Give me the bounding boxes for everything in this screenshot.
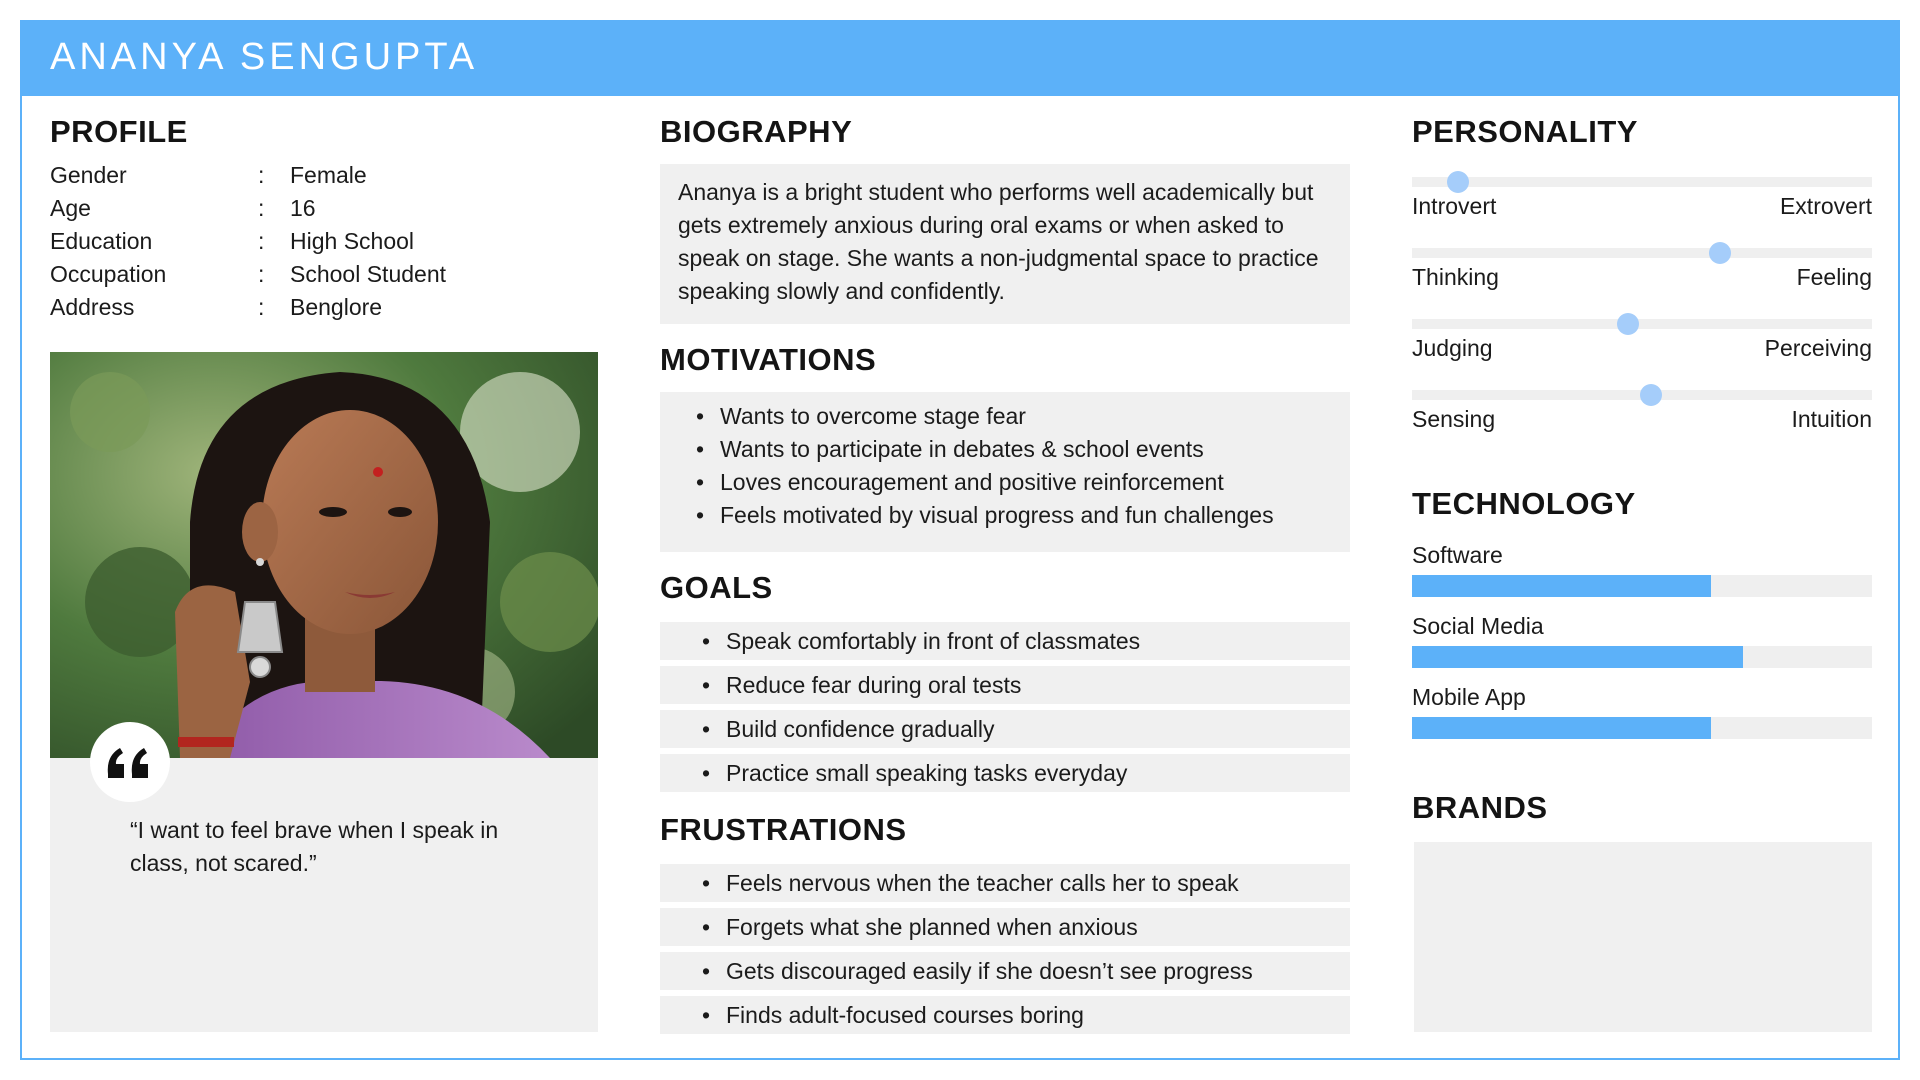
slider-track xyxy=(1412,177,1872,187)
quote-badge xyxy=(90,722,170,802)
slider-thumb xyxy=(1617,313,1639,335)
technology-title: TECHNOLOGY xyxy=(1412,486,1636,521)
trait-right-label: Feeling xyxy=(1796,264,1872,290)
goal-text: Build confidence gradually xyxy=(726,716,995,742)
profile-key: Address xyxy=(50,294,135,320)
tech-bar-track xyxy=(1412,646,1872,668)
tech-label: Social Media xyxy=(1412,613,1544,639)
goals-title: GOALS xyxy=(660,570,773,605)
slider-thumb xyxy=(1709,242,1731,264)
persona-photo xyxy=(50,352,598,758)
profile-key: Gender xyxy=(50,162,127,188)
profile-separator: : xyxy=(258,195,265,221)
bullet-icon: • xyxy=(702,914,711,940)
profile-key: Occupation xyxy=(50,261,167,287)
photo-quote-panel xyxy=(50,352,598,1032)
persona-card xyxy=(20,20,1900,1060)
goal-text: Speak comfortably in front of classmates xyxy=(726,628,1141,654)
bullet-icon: • xyxy=(702,760,711,786)
frustration-text: Finds adult-focused courses boring xyxy=(726,1002,1084,1028)
motivations-list xyxy=(660,392,1350,552)
tech-bar-track xyxy=(1412,717,1872,739)
tech-bar-fill xyxy=(1412,717,1711,739)
bullet-icon: • xyxy=(702,716,711,742)
trait-right-label: Perceiving xyxy=(1764,335,1872,361)
bullet-icon: • xyxy=(702,1002,711,1028)
brands-panel xyxy=(1414,842,1872,1032)
list-item: • Feels motivated by visual progress and fun challenges xyxy=(696,499,1350,532)
frustration-item xyxy=(660,864,1350,902)
profile-value: 16 xyxy=(290,195,316,221)
slider-track xyxy=(1412,248,1872,258)
biography-text: Ananya is a bright student who performs well academically but gets extremely anxious during oral exams or when asked to speak on stage. She wants a non-judgmental space to practice speaking slowly and confidently. xyxy=(660,164,1350,324)
frustration-item xyxy=(660,908,1350,946)
profile-value: Benglore xyxy=(290,294,383,320)
frustration-item xyxy=(660,952,1350,990)
frustration-item xyxy=(660,996,1350,1034)
trait-left-label: Judging xyxy=(1412,335,1493,361)
bullet-icon: • xyxy=(702,672,711,698)
brands-title: BRANDS xyxy=(1412,790,1548,825)
trait-right-label: Extrovert xyxy=(1779,193,1872,219)
biography-title: BIOGRAPHY xyxy=(660,114,853,149)
tech-label: Mobile App xyxy=(1412,684,1526,710)
profile-separator: : xyxy=(258,294,265,320)
motivations-title: MOTIVATIONS xyxy=(660,342,877,377)
quote-icon xyxy=(90,722,170,802)
profile-key: Education xyxy=(50,228,153,254)
persona-quote: “I want to feel brave when I speak in class, not scared.” xyxy=(130,817,499,876)
header-bar xyxy=(22,22,1898,96)
profile-value: High School xyxy=(290,228,415,254)
profile-title: PROFILE xyxy=(50,114,188,149)
frustration-text: Gets discouraged easily if she doesn’t see progress xyxy=(726,958,1253,984)
goal-item xyxy=(660,710,1350,748)
goal-text: Reduce fear during oral tests xyxy=(726,672,1022,698)
profile-value: Female xyxy=(290,162,367,188)
trait-right-label: Intuition xyxy=(1791,406,1872,432)
list-item: • Loves encouragement and positive reinforcement xyxy=(696,466,1350,499)
tech-bar-fill xyxy=(1412,575,1711,597)
bullet-icon: • xyxy=(702,958,711,984)
list-item: • Wants to overcome stage fear xyxy=(696,400,1350,433)
trait-left-label: Thinking xyxy=(1412,264,1499,290)
tech-bar-track xyxy=(1412,575,1872,597)
tech-label: Software xyxy=(1412,542,1503,568)
trait-left-label: Sensing xyxy=(1412,406,1496,432)
goal-item xyxy=(660,754,1350,792)
frustrations-title: FRUSTRATIONS xyxy=(660,812,907,847)
list-item: • Wants to participate in debates & school events xyxy=(696,433,1350,466)
profile-separator: : xyxy=(258,162,265,188)
personality-title: PERSONALITY xyxy=(1412,114,1638,149)
slider-thumb xyxy=(1640,384,1662,406)
goal-text: Practice small speaking tasks everyday xyxy=(726,760,1128,786)
trait-left-label: Introvert xyxy=(1412,193,1497,219)
frustration-text: Forgets what she planned when anxious xyxy=(726,914,1138,940)
slider-track xyxy=(1412,319,1872,329)
persona-name: ANANYA SENGUPTA xyxy=(50,36,479,78)
goal-item xyxy=(660,666,1350,704)
bullet-icon: • xyxy=(702,628,711,654)
slider-thumb xyxy=(1447,171,1469,193)
profile-separator: : xyxy=(258,228,265,254)
profile-key: Age xyxy=(50,195,91,221)
persona-photo-illustration xyxy=(50,352,598,758)
bullet-icon: • xyxy=(702,870,711,896)
frustration-text: Feels nervous when the teacher calls her to speak xyxy=(726,870,1239,896)
profile-separator: : xyxy=(258,261,265,287)
profile-value: School Student xyxy=(290,261,447,287)
tech-bar-fill xyxy=(1412,646,1743,668)
goal-item xyxy=(660,622,1350,660)
